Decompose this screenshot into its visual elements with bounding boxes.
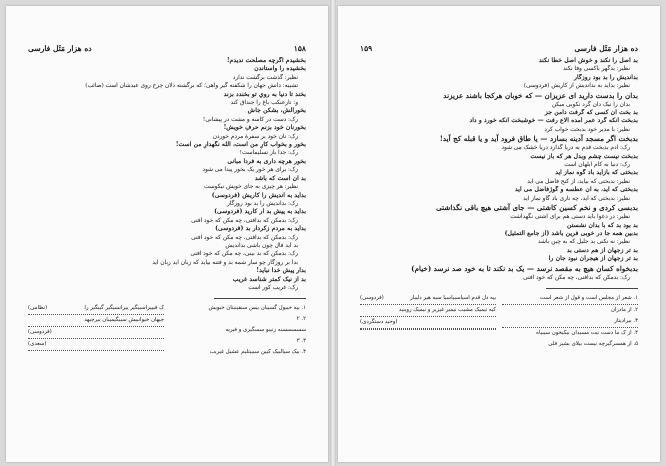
proverb-note: رک: بدمکن که بدافتی، چه مکن که خود افتی	[191, 217, 298, 224]
verse-text: کیه تیمیک مشیب نیمیر غیزیر و نیمیک روینید	[398, 306, 496, 313]
proverb-entry: بخشیدم اگرچه مصلحت ندیدم!	[226, 57, 306, 64]
book-gutter	[330, 0, 336, 466]
verse-line	[28, 327, 164, 339]
proverb-entry: بدآید به پیش بد ار کارید (فردوسی)	[214, 208, 306, 216]
verse-poet: (سعدی)	[28, 341, 47, 348]
verse-line	[360, 329, 496, 330]
proverb-entry: بد از نیک کمتر شناسد غریب	[232, 275, 306, 283]
proverb-note: رک: جدا باز تسلیماست!	[239, 150, 298, 157]
exercise-item: ۲. از مادران	[610, 306, 638, 313]
left-exercise-block	[28, 303, 306, 358]
proverb-entry: بدبخت آنکه گرد عمر آمده الاع رفت — خوشبخت آنکه خورد و داد	[469, 117, 638, 125]
proverb-entry: بدان را بدست دارید ای عزیزان — که خوبان هرکجا باشند عزیزند	[443, 90, 638, 100]
exercise-item: سسسسسنه زنیبو سسگیری و فیریه	[225, 327, 306, 334]
proverb-note: بد آید فال چون باشی بداندیش	[225, 242, 298, 249]
proverb-entry: بخورنان خود بزنم حرفِ خویش!	[223, 124, 306, 132]
verse-line	[28, 303, 164, 315]
proverb-note: رک: بداندیش را بد بود روزگار	[226, 200, 298, 207]
proverb-entry: بدار پیش خدا نباید!	[256, 267, 306, 275]
proverb-note: رک: نان خود بر سفرهٔ مردم خوردن	[212, 133, 298, 140]
right-exercise-block	[360, 293, 638, 350]
proverb-entry: بدبختی که آید، به آن عطسه و گوژفاضل می آید	[514, 186, 638, 194]
exercise-item: ۵. از همسرگیرچه نیست بیلای بشیر فلی	[548, 340, 638, 347]
exercise-prompts	[170, 303, 306, 358]
exercise-item: ۱. بیه خیبول گسیبان بیس سبقینبتان خبویش	[208, 305, 306, 312]
verse-text: ک فیییراسبیگیر ییرانسیگیر گیبگیر را	[84, 305, 164, 312]
proverb-entry: بخند تا دنیا به رویِ تو بخندد بزند	[223, 90, 306, 98]
exercise-item: ۴. بیک سیالبیک کیین سیبیتلیم عشیل غیریب	[209, 349, 306, 356]
proverb-entry: بخورآلش، بشکن جاش	[247, 107, 306, 115]
proverb-entry: بد بود بد که با بدان نشستن	[567, 221, 638, 229]
right-proverb-list	[360, 57, 638, 282]
verse-line	[360, 317, 496, 329]
verse-line	[28, 339, 164, 351]
proverb-entry: بد بخت آن کسی که گرفت دامن جز	[544, 109, 638, 117]
exercise-item: ۲. ۲	[296, 316, 306, 323]
exercise-verses	[360, 293, 496, 350]
proverb-entry: بدبختی که بازآید باد گوه نماز آید	[555, 169, 638, 177]
proverb-entry: بدآید به مردم زکردار بد (فردوسی)	[215, 225, 306, 233]
left-proverb-list	[28, 57, 306, 292]
right-page-header	[360, 44, 638, 53]
verse-poet: (نظامی)	[28, 305, 48, 312]
exercise-verses	[28, 303, 164, 358]
left-page-header	[28, 44, 306, 53]
exercise-item: ۱. شعر از مجلس است و قول از شعر است	[502, 293, 638, 305]
proverb-note: نظیر: بدبختی که آید، چه تاری باد گاو نماز آید	[523, 195, 630, 202]
verse-poet: (فردوسی)	[360, 294, 384, 301]
exercise-item: ۴. از ک ما دست نیت مسیدان بیکیخون سیبیاه	[536, 329, 638, 336]
proverb-note: نظیر: هر چیزی به جای خویش نیکوست	[204, 184, 298, 191]
proverb-note: تشبیه: دانش جهان را شکفته گیر واهی؛ که برگشته دلان چرخ روی عیدشان است (صائب)	[85, 83, 298, 90]
proverb-note: رک: آدم بدبخت قدم به دریا گذارد دریا خشک می شود	[501, 145, 630, 152]
proverb-note: نظیر: گذشت برگشت ندارد	[232, 74, 298, 81]
proverb-note: رک: دست در کاسه و مشت در پیشانی!	[202, 116, 298, 123]
proverb-entry: بخور هرچه داری به فردا مبانی	[227, 157, 306, 165]
proverb-entry: بخشیده را واستاندن	[254, 65, 306, 73]
proverb-note: رک: دنیا به کام ابلهان است	[564, 162, 630, 169]
proverb-entry: بد تر زجهان از هیجران نبود جان را	[548, 255, 638, 263]
proverb-note: رک: بدمکن که بدافتی، چه مکن که خود افتی	[523, 274, 630, 281]
verse-text: بیه دل قدم اسیاسبیاسیا سیه هیر دلیبار	[410, 294, 496, 301]
proverb-note: نظیر: در دعوا باید دستی هم برای آشتی نگهداشت	[510, 214, 630, 221]
right-page-number: ۱۵۹	[360, 44, 373, 53]
proverb-entry: بدبخواه کسان هیچ به مقصد نرسد — یک بد نکند تا به خود صد نرسد (خیام)	[411, 263, 638, 273]
exercise-item: ۳. بیرادیتاز	[502, 316, 638, 328]
exercise-prompts	[502, 293, 638, 350]
verse-text: جیهان خیوانبیش سیبگیمیبان بیرچیهد	[84, 317, 164, 324]
proverb-entry: بدآید به اندیش را کاریش (فردوسی)	[211, 191, 306, 199]
left-page	[6, 6, 328, 462]
proverb-note: رک: بدمکن که بد بینی، چه مکن که خود افتی	[190, 251, 298, 258]
proverb-entry: بداندیش را بد بود روزگار	[573, 73, 638, 81]
left-exercise-separator	[214, 298, 306, 299]
proverb-note: رک: غریب کور است	[248, 284, 298, 291]
verse-poet: (فردوسی)	[28, 329, 52, 336]
proverb-note: رک: بدمکن که بدافتی، چه مکن که خود افتی	[191, 234, 298, 241]
proverb-note: رک: برای هر خور یک بخور پیدا می شود	[202, 167, 298, 174]
exercise-item: ۳. ۳	[296, 338, 306, 345]
verse-line	[360, 293, 496, 305]
proverb-entry: بخور و بخواب کارِ من است، الله نگهدارِ من است!	[175, 141, 306, 149]
right-page-running-title: ده هزار مَثَل فارسی	[574, 44, 638, 53]
right-exercise-separator	[546, 288, 638, 289]
proverb-note: نظیر: بدبختی که بیاید، از کنج فاضل می آید	[527, 178, 630, 185]
proverb-note: بدان را نیک دان گرد تکوبی میکن	[551, 101, 630, 108]
proverb-note: نظیر: بدگهر باکسی وفا نکند	[562, 66, 630, 73]
proverb-entry: بدبسی کردی و نخم کسین کاشتی — جای آشتی هیچ باقی نگذاشتی	[436, 203, 638, 213]
proverb-entry: بدبخت نیست چشم وبدل هر که باز نیست	[530, 152, 638, 160]
proverb-note: بدا بر روزگار چو سار شمه بد و فتنه بیاید که زبان آید زبان آید	[152, 259, 298, 266]
verse-line	[360, 305, 496, 317]
left-page-running-title: ده هزار مَثَل فارسی	[28, 44, 92, 53]
verse-line	[28, 315, 164, 327]
right-page	[338, 6, 660, 462]
proverb-entry: بد اصل را نکند و خوش اصل خطا نکند	[538, 57, 638, 64]
verse-poet: (وحید دستگردی)	[360, 318, 398, 325]
proverb-entry: بدبین همه جا در خوبی فرین باشد (از جامع التمثیل)	[504, 229, 638, 237]
proverb-note: نظیر: نه نکنی بد جلیل که به چین باشد	[537, 239, 630, 246]
proverb-entry: بد تر زجهان از هم دستی بد	[566, 246, 638, 254]
proverb-note: نظیر: بدآید به بداندیش از کاریش (فردوسی)	[523, 83, 630, 90]
proverb-note: و: تارعنکب باغ را جنداق کند	[230, 100, 298, 107]
proverb-entry: بد آن است که باشد	[254, 174, 306, 182]
left-page-number: ۱۵۸	[293, 44, 306, 53]
proverb-note: نظیر: با مدیر خود بدبخت خواب کرد	[544, 126, 630, 133]
proverb-entry: بدبخت اگر مسجد آدینه بسازد — یا طاق فرود آید و یا قبله کج آید!	[439, 134, 638, 144]
